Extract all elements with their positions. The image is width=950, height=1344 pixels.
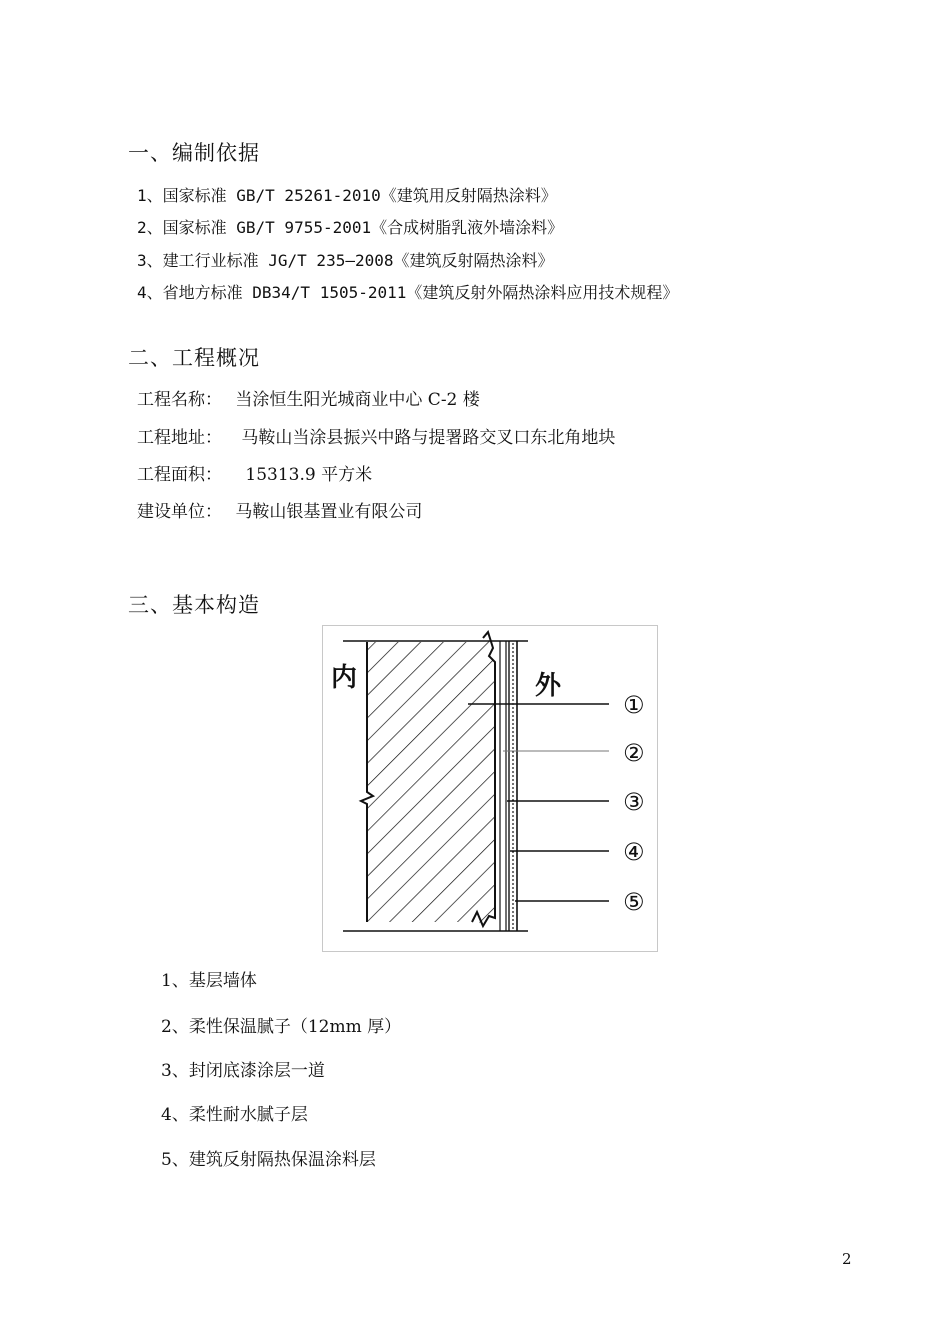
overview-label: 建设单位： [137,502,222,522]
standard-item-4: 4、省地方标准 DB34/T 1505-2011《建筑反射外隔热涂料应用技术规程》 [137,283,679,302]
outer-label: 外 [535,671,562,701]
section-1-heading: 一、编制依据 [128,141,260,165]
layer-item-3: 3、封闭底漆涂层一道 [161,1061,325,1081]
layer-item-2: 2、柔性保温腻子（12mm 厚） [161,1017,402,1037]
callout-4: ④ [623,838,645,866]
layer-item-5: 5、建筑反射隔热保温涂料层 [161,1150,376,1170]
overview-value: 马鞍山当涂县振兴中路与提署路交叉口东北角地块 [241,428,616,448]
section-2-heading: 二、工程概况 [128,346,260,370]
callout-3: ③ [623,788,645,816]
overview-value: 马鞍山银基置业有限公司 [235,502,423,522]
base-wall-hatch [353,626,513,951]
wall-section-svg [323,626,657,951]
overview-row-owner [137,497,422,522]
overview-label: 工程地址： [137,428,222,448]
layer-item-1: 1、基层墙体 [161,971,257,991]
callout-2: ② [623,739,645,767]
overview-value: 15313.9 平方米 [245,465,373,485]
overview-label: 工程名称： [137,390,222,410]
inner-label: 内 [331,663,358,693]
section-3-heading: 三、基本构造 [128,593,260,617]
callout-1: ① [623,691,645,719]
overview-value: 当涂恒生阳光城商业中心 C-2 楼 [235,390,480,410]
page-number: 2 [842,1250,852,1268]
overview-row-area [137,460,372,485]
standard-item-1: 1、国家标准 GB/T 25261-2010《建筑用反射隔热涂料》 [137,186,557,205]
standard-item-3: 3、建工行业标准 JG/T 235—2008《建筑反射隔热涂料》 [137,251,554,270]
callout-5: ⑤ [623,888,645,916]
overview-row-address [137,423,615,448]
wall-construction-diagram [322,625,658,952]
overview-label: 工程面积： [137,465,222,485]
standard-item-2: 2、国家标准 GB/T 9755-2001《合成树脂乳液外墙涂料》 [137,218,564,237]
layer-item-4: 4、柔性耐水腻子层 [161,1105,308,1125]
coating-layer [511,641,516,931]
overview-row-name [137,385,480,410]
